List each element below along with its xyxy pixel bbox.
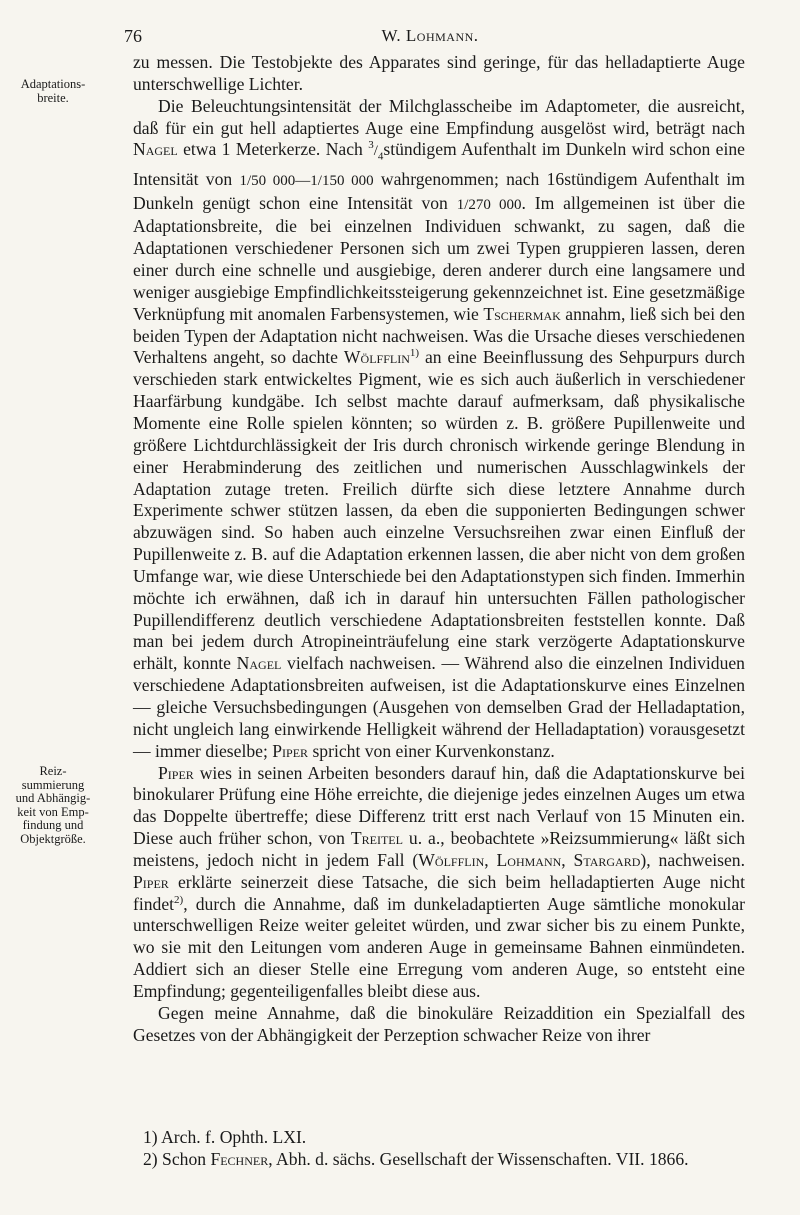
author-name: Tschermak [483,303,561,324]
text-run: zu messen. Die Testobjekte des Apparates sind geringe, für das helladaptierte Auge unterschwellige Lichter. [133,52,745,94]
text-run: etwa 1 Meterkerze. Nach [177,139,369,160]
paragraph-3 [133,763,745,1003]
footnote-ref[interactable]: 2) [174,893,184,906]
body-text [133,52,745,1046]
author-names: Wölfflin, Lohmann, Stargard [418,849,641,870]
fraction-numerator: 3 [368,139,374,152]
fraction: 1/50 000—1/150 000 [239,172,374,189]
text-run: vielfach nachweisen. — Während also die einzelnen Individuen verschiedene Adaptationsbreiten aufweisen, ist die Adaptationskurve eines Einzelnen — gleiche Versuchsbedingungen (Ausgehen von demselben Grad der Helladaptation, nicht ungleich lang einwirkende Helligkeit während der Helladaptation) vorausgesetzt — immer dieselbe; [133,653,745,761]
footnote-2 [133,1149,745,1171]
paragraph-2: Die Beleuchtungsintensität der Milchglasscheibe im Adaptometer, die ausreicht, daß für ein gut hell adaptiertes Auge eine Empfindung ausgelöst wird, beträgt nach Nagel etwa 1 Meterkerze. Nach $^3/_4stündigem$ Aufenthalt im Dunkeln wird schon eine Intensität von 1/50 000—1/150 000 wahrgenommen; nach 16stündigem Aufenthalt im Dunkeln genügt schon eine Intensität von 1/270 000. Im allgemeinen ist über die Adaptationsbreite, die bei einzelnen Individuen schwankt, zu sagen, daß die Adaptationen verschiedener Personen sich um zwei Typen gruppieren lassen, deren einer durch eine schnelle und ausgiebige, deren anderer durch eine langsamere und weniger ausgiebige Empfindlichkeitssteigerung gekennzeichnet ist. Eine gesetzmäßige Verknüpfung mit anomalen Farbensystemen, wie Tschermak annahm, ließ sich bei den beiden Typen der Adaptation nicht nachweisen. Was die Ursache dieses verschiedenen Verhaltens angeht, so dachte Wölfflin$^{1)}$ an eine Beeinflussung des Sehpurpurs durch verschieden stark entwickeltes Pigment, wie es sich auch äußerlich in verschiedener Haarfärbung kundgäbe. Ich selbst machte darauf aufmerksam, daß physikalische Momente eine Rolle spielen könnten; so würden z. B. größere Pupillenweite und größere Lichtdurchlässigkeit der Iris durch chronisch wirkende geringe Blendung in einer Herabminderung des zeitlichen und numerischen Ausschlagwinkels der Adaptation zutage treten. Freilich dürfte sich diese letztere Annahme durch Experimente schwer stützen lassen, da eben die supponierten Bedingungen schwer abzuwägen sind. So haben auch einzelne Versuchsreihen zwar einen Einfluß der Pupillenweite z. B. auf die Adaptation erkennen lassen, die aber nicht von dem großen Umfange war, wie diese Unterschiede bei den Adaptationstypen sich finden. Immerhin möchte ich erwähnen, daß ich in darauf hin untersuchten Fällen pathologischer Pupillendifferenz deutlich verschiedene Adaptationsbreiten feststellen konnte. Daß man bei jedem durch Atropineinträufelung eine stark verzögerte Adaptationskurve erhält, konnte Nagel vielfach nachweisen. — Während also die einzelnen Individuen verschiedene Adaptationsbreiten aufweisen, ist die Adaptationskurve eines Einzelnen — gleiche Versuchsbedingungen (Ausgehen von demselben Grad der Helladaptation, nicht ungleich lang einwirkende Helligkeit während der Helladaptation) vorausgesetzt — immer dieselbe; Piper spricht von einer Kurvenkonstanz. [133,95,746,761]
text-run: Gegen meine Annahme, daß die binokuläre Reizaddition ein Spezialfall des Gesetzes von der Abhängigkeit der Perzeption schwacher Reize von ihrer [133,1002,745,1045]
paragraph-1 [133,52,745,96]
text-run: Die Beleuchtungsintensität der Milchglasscheibe im Adaptometer, die ausreicht, daß für ein gut hell adaptiertes Auge eine Empfindung ausgelöst wird, beträgt nach [133,95,745,138]
text-run: annahm, ließ sich bei den beiden Typen der Adaptation nicht nachweisen. Was die Ursache dieses verschiedenen Verhaltens angeht, so dachte [133,303,745,368]
text-run: erklärte seinerzeit diese Tatsache, die sich beim helladaptierten Auge nicht findet [133,871,745,914]
text-run: . Im allgemeinen ist über die Adaptationsbreite, die bei einzelnen Individuen schwankt, zu sagen, daß die Adaptationen verschiedener Personen sich um zwei Typen gruppieren lassen, deren einer durch eine schnelle und ausgiebige, deren anderer durch eine langsamere und weniger ausgiebige Empfindlichkeitssteigerung gekennzeichnet ist. Eine gesetzmäßige Verknüpfung mit anomalen Farbensystemen, wie [133,192,746,324]
author-name: Nagel [133,139,178,160]
text-run: spricht von einer Kurvenkonstanz. [308,740,555,761]
author-name: Wölfflin [343,347,410,368]
page-number: 76 [124,26,142,46]
footnote-text: , Abh. d. sächs. Gesellschaft der Wissenschaften. VII. 1866. [268,1148,689,1169]
running-head: W. Lohmann. [381,26,479,45]
margin-note-stimulus: Reiz- summierung und Abhängig- keit von Emp- findung und Objektgröße. [15,764,91,846]
author-name: Fechner [210,1148,269,1169]
text-run: u. a., beobachtete »Reizsummierung« läßt sich meistens, jedoch nicht in jedem Fall ( [133,828,746,870]
text-run: , durch die Annahme, daß im dunkeladaptierten Auge sämtliche monokular unterschwelligen Reize weiter geleitet würden, und zwar sicher bis zu einem Punkte, wo sie mit den Leitungen vom anderen Auge in gemeinsame Bahnen einmündeten. Addiert sich an dieser Stelle eine Erregung vom anderen Auge, so entsteht eine Empfindung; gegenteiligenfalles bleibt diese aus. [133,893,745,1001]
page-header [0,26,800,50]
text-run: wies in seinen Arbeiten besonders darauf hin, daß die Adaptationskurve bei binokularer Prüfung eine Höhe erreichte, die diejenige jedes einzelnen Auges um etwa das Doppelte übertreffe; diese Differenz tritt erst nach Verlauf von 15 Minuten ein. Diese auch früher schon, von [133,762,745,849]
paragraph-4 [133,1003,745,1047]
footnotes [133,1127,745,1171]
footnote-1 [133,1127,745,1149]
fraction: 1/270 000 [456,196,522,213]
text-run: an eine Beeinflussung des Sehpurpurs durch verschieden stark entwickeltes Pigment, wie es sich auch äußerlich in verschiedener Haarfärbung kundgäbe. Ich selbst machte darauf aufmerksam, daß physikalische Momente eine Rolle spielen könnten; so würden z. B. größere Pupillenweite und größere Lichtdurchlässigkeit der Iris durch chronisch wirkende geringe Blendung in einer Herabminderung des zeitlichen und numerischen Ausschlagwinkels der Adaptation zutage treten. Freilich dürfte sich diese letztere Annahme durch Experimente schwer stützen lassen, da eben die supponierten Bedingungen schwer abzuwägen sind. So haben auch einzelne Versuchsreihen zwar einen Einfluß der Pupillenweite z. B. auf die Adaptation erkennen lassen, die aber nicht von dem großen Umfange war, wie diese Unterschiede bei den Adaptationstypen sich finden. Immerhin möchte ich erwähnen, daß ich in darauf hin untersuchten Fällen pathologischer Pupillendifferenz deutlich verschiedene Adaptationsbreiten feststellen konnte. Daß man bei jedem durch Atropineinträufelung eine stark verzögerte Adaptationskurve erhält, konnte [133,347,745,674]
author-name: Treitel [350,828,403,849]
margin-note-adaptation: Adaptations- breite. [20,77,86,105]
footnote-mark: 1) [143,1127,158,1147]
fraction-denominator: 4 [377,150,384,163]
footnote-text: Arch. f. Ophth. LXI. [157,1127,307,1147]
footnote-text: Schon [157,1148,211,1169]
author-name: Piper [133,871,169,892]
author-name: Piper [158,762,194,783]
footnote-mark: 2) [143,1148,158,1169]
author-name: Nagel [236,653,282,674]
footnote-ref[interactable]: 1) [409,347,420,360]
text-run: stündigem Aufenthalt im Dunkeln wird schon eine Intensität von [133,139,745,189]
text-run: wahrgenommen; nach 16stündigem Aufenthalt im Dunkeln genügt schon eine Intensität von [133,168,745,213]
text-run: ), nachweisen. [640,849,746,870]
author-name: Piper [272,740,309,761]
